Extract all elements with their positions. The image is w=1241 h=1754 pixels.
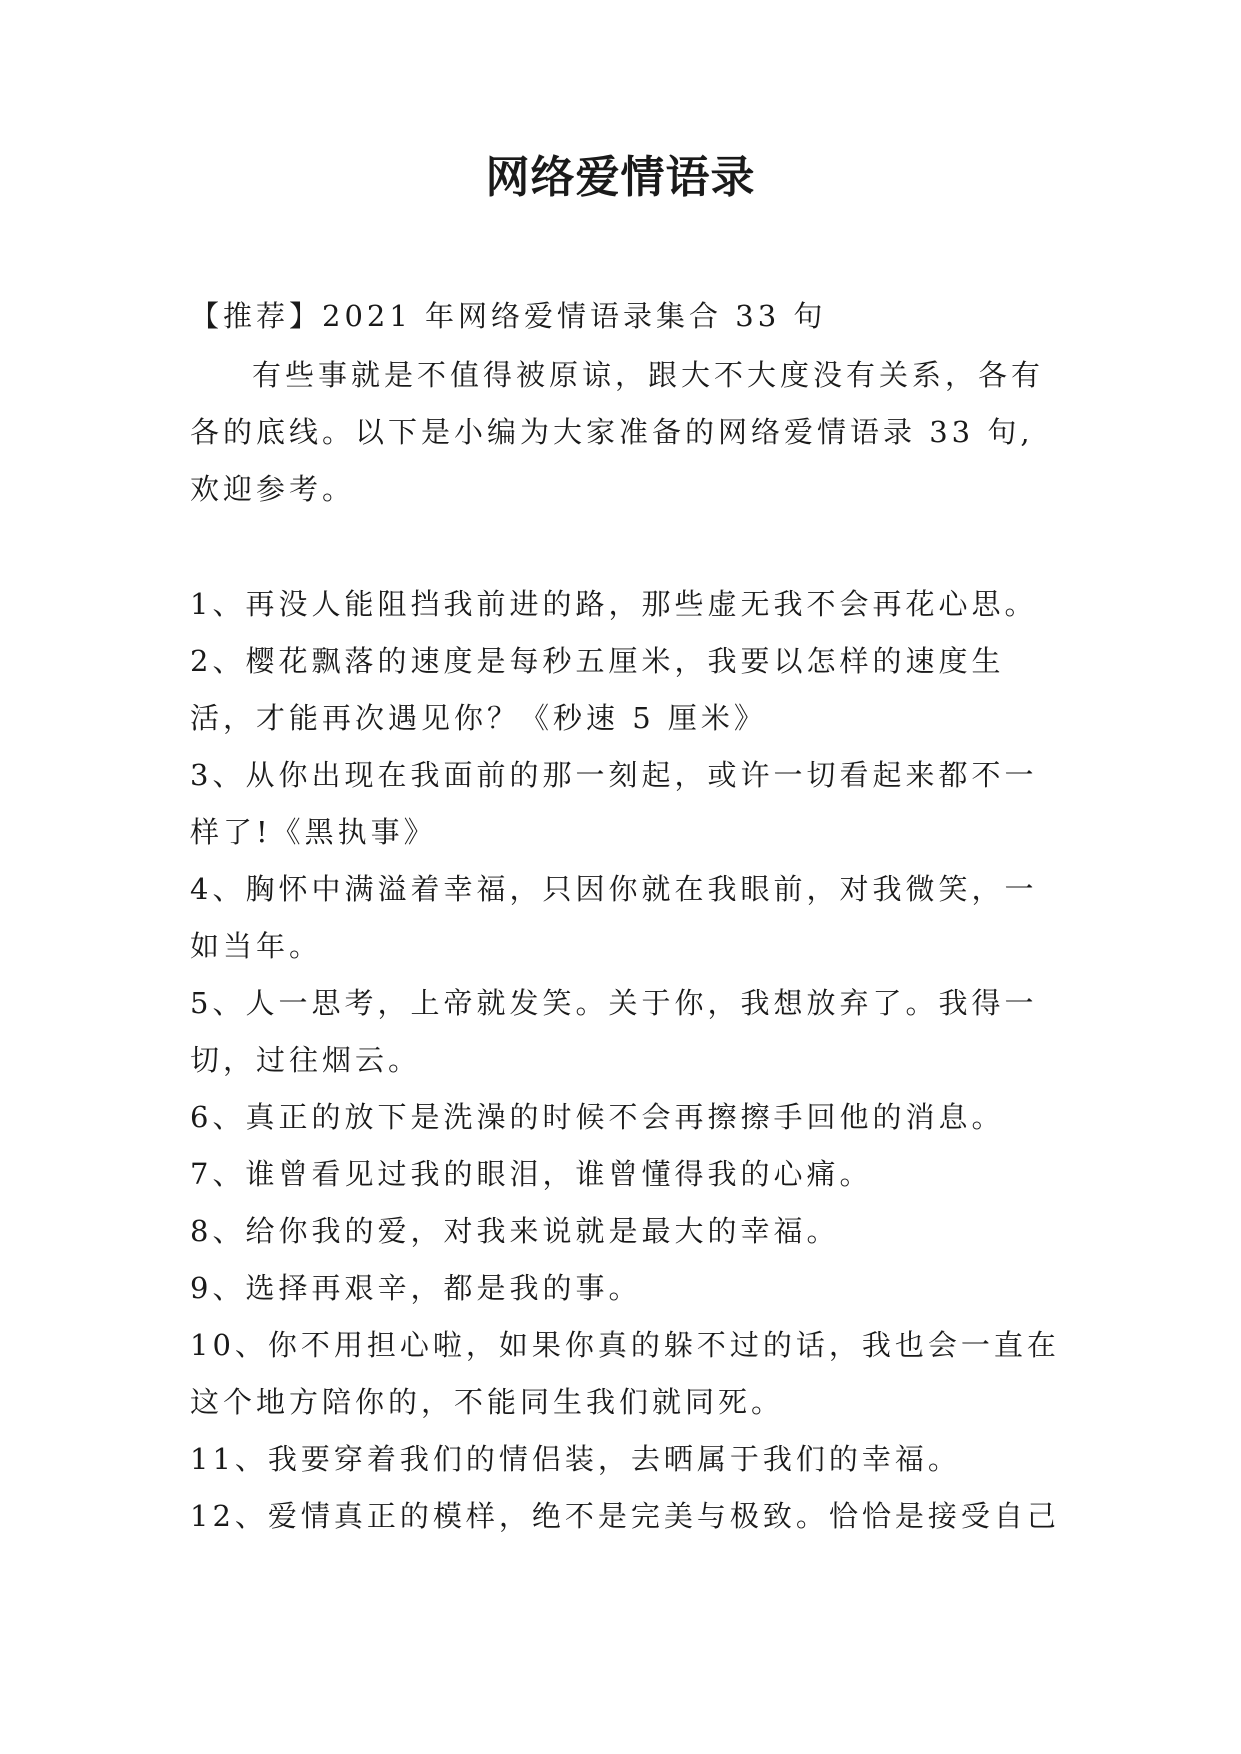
quote-item: 7、谁曾看见过我的眼泪，谁曾懂得我的心痛。 (190, 1157, 873, 1191)
intro-paragraph: 有些事就是不值得被原谅，跟大不大度没有关系，各有各的底线。以下是小编为大家准备的网络爱情语录 33 句,欢迎参考。 (190, 358, 1045, 506)
quote-item: 11、我要穿着我们的情侣装，去晒属于我们的幸福。 (190, 1442, 961, 1476)
document-subtitle: 【推荐】2021 年网络爱情语录集合 33 句 (190, 299, 827, 333)
quote-item: 9、选择再艰辛，都是我的事。 (190, 1271, 642, 1305)
quote-item: 12、爱情真正的模样，绝不是完美与极致。恰恰是接受自己 (190, 1499, 1060, 1533)
quote-item: 8、给你我的爱，对我来说就是最大的幸福。 (190, 1214, 840, 1248)
quote-item: 5、人一思考，上帝就发笑。关于你，我想放弃了。我得一切，过往烟云。 (190, 986, 1038, 1077)
document-title: 网络爱情语录 (485, 152, 756, 203)
quote-item: 6、真正的放下是洗澡的时候不会再擦擦手回他的消息。 (190, 1100, 1005, 1134)
quote-item: 10、你不用担心啦，如果你真的躲不过的话，我也会一直在这个地方陪你的，不能同生我们就同死。 (190, 1328, 1060, 1419)
quote-item: 2、樱花飘落的速度是每秒五厘米，我要以怎样的速度生活，才能再次遇见你？《秒速 5 厘米》 (190, 644, 1005, 735)
quote-item: 3、从你出现在我面前的那一刻起，或许一切看起来都不一样了!《黑执事》 (190, 758, 1038, 849)
quote-item: 4、胸怀中满溢着幸福，只因你就在我眼前，对我微笑，一如当年。 (190, 872, 1038, 963)
quote-list (190, 576, 1060, 1545)
quote-item: 1、再没人能阻挡我前进的路，那些虚无我不会再花心思。 (190, 587, 1038, 621)
